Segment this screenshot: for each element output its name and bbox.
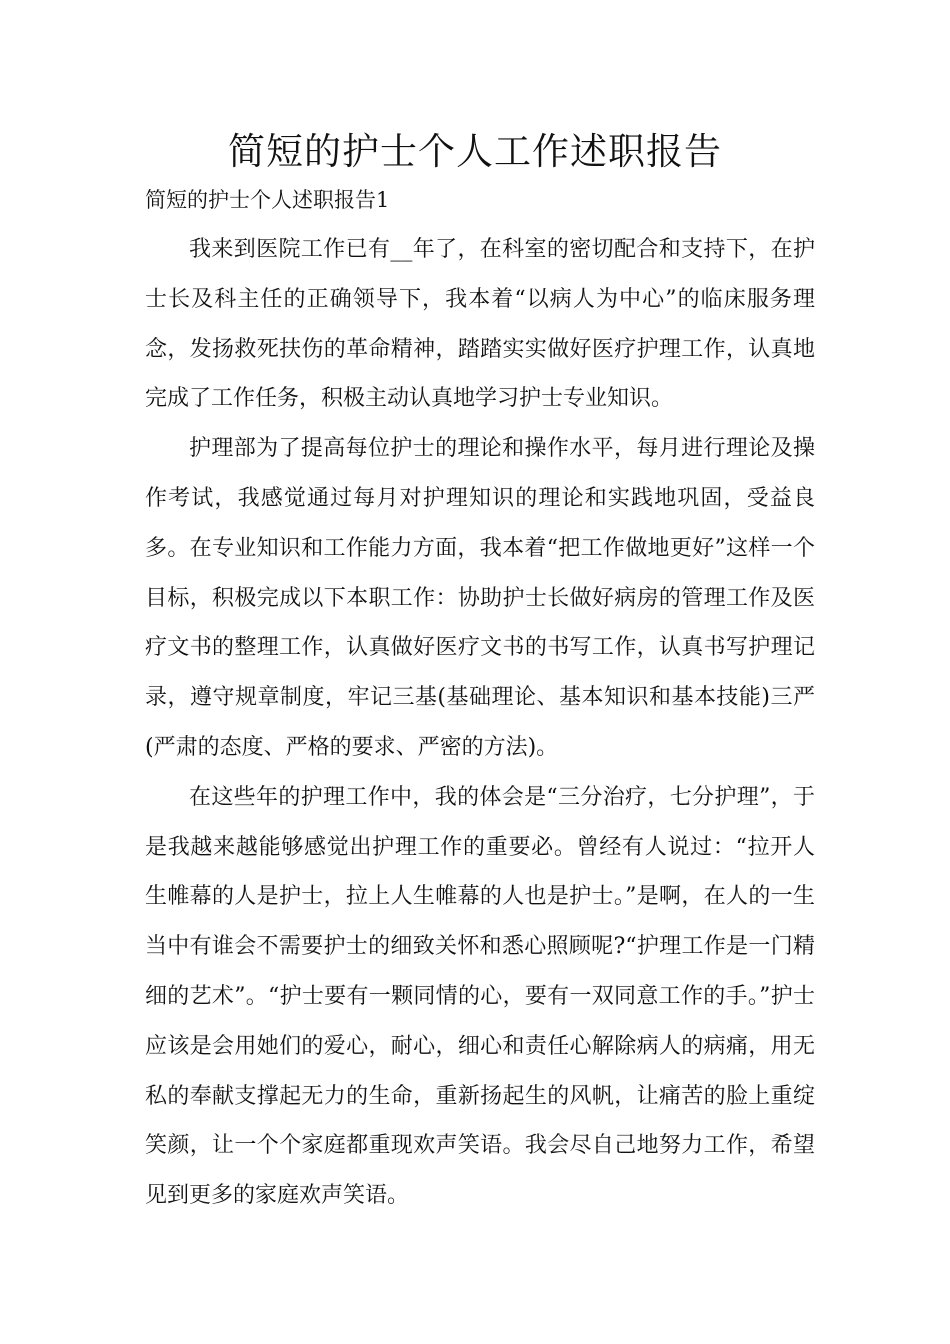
document-title: 简短的护士个人工作述职报告: [228, 130, 722, 173]
document-body: [145, 225, 815, 1221]
section-heading: 简短的护士个人述职报告1: [145, 188, 390, 212]
paragraph-2: 护理部为了提高每位护士的理论和操作水平，每月进行理论及操作考试，我感觉通过每月对护理知识的理论和实践地巩固，受益良多。在专业知识和工作能力方面，我本着“把工作做地更好”这样一个目标，积极完成以下本职工作：协助护士长做好病房的管理工作及医疗文书的整理工作，认真做好医疗文书的书写工作，认真书写护理记录，遵守规章制度，牢记三基(基础理论、基本知识和基本技能)三严(严肃的态度、严格的要求、严密的方法)。: [145, 436, 815, 760]
paragraph-1: 我来到医院工作已有__年了，在科室的密切配合和支持下，在护士长及科主任的正确领导下，我本着“以病人为中心”的临床服务理念，发扬救死扶伤的革命精神，踏踏实实做好医疗护理工作，认真地完成了工作任务，积极主动认真地学习护士专业知识。: [145, 237, 815, 412]
paragraph-3: 在这些年的护理工作中，我的体会是“三分治疗，七分护理”，于是我越来越能够感觉出护理工作的重要必。曾经有人说过：“拉开人生帷幕的人是护士，拉上人生帷幕的人也是护士。”是啊，在人的一生当中有谁会不需要护士的细致关怀和悉心照顾呢?“护理工作是一门精细的艺术”。“护士要有一颗同情的心，要有一双同意工作的手。”护士应该是会用她们的爱心，耐心，细心和责任心解除病人的病痛，用无私的奉献支撑起无力的生命，重新扬起生的风帆，让痛苦的脸上重绽笑颜，让一个个家庭都重现欢声笑语。我会尽自己地努力工作，希望见到更多的家庭欢声笑语。: [145, 784, 815, 1209]
